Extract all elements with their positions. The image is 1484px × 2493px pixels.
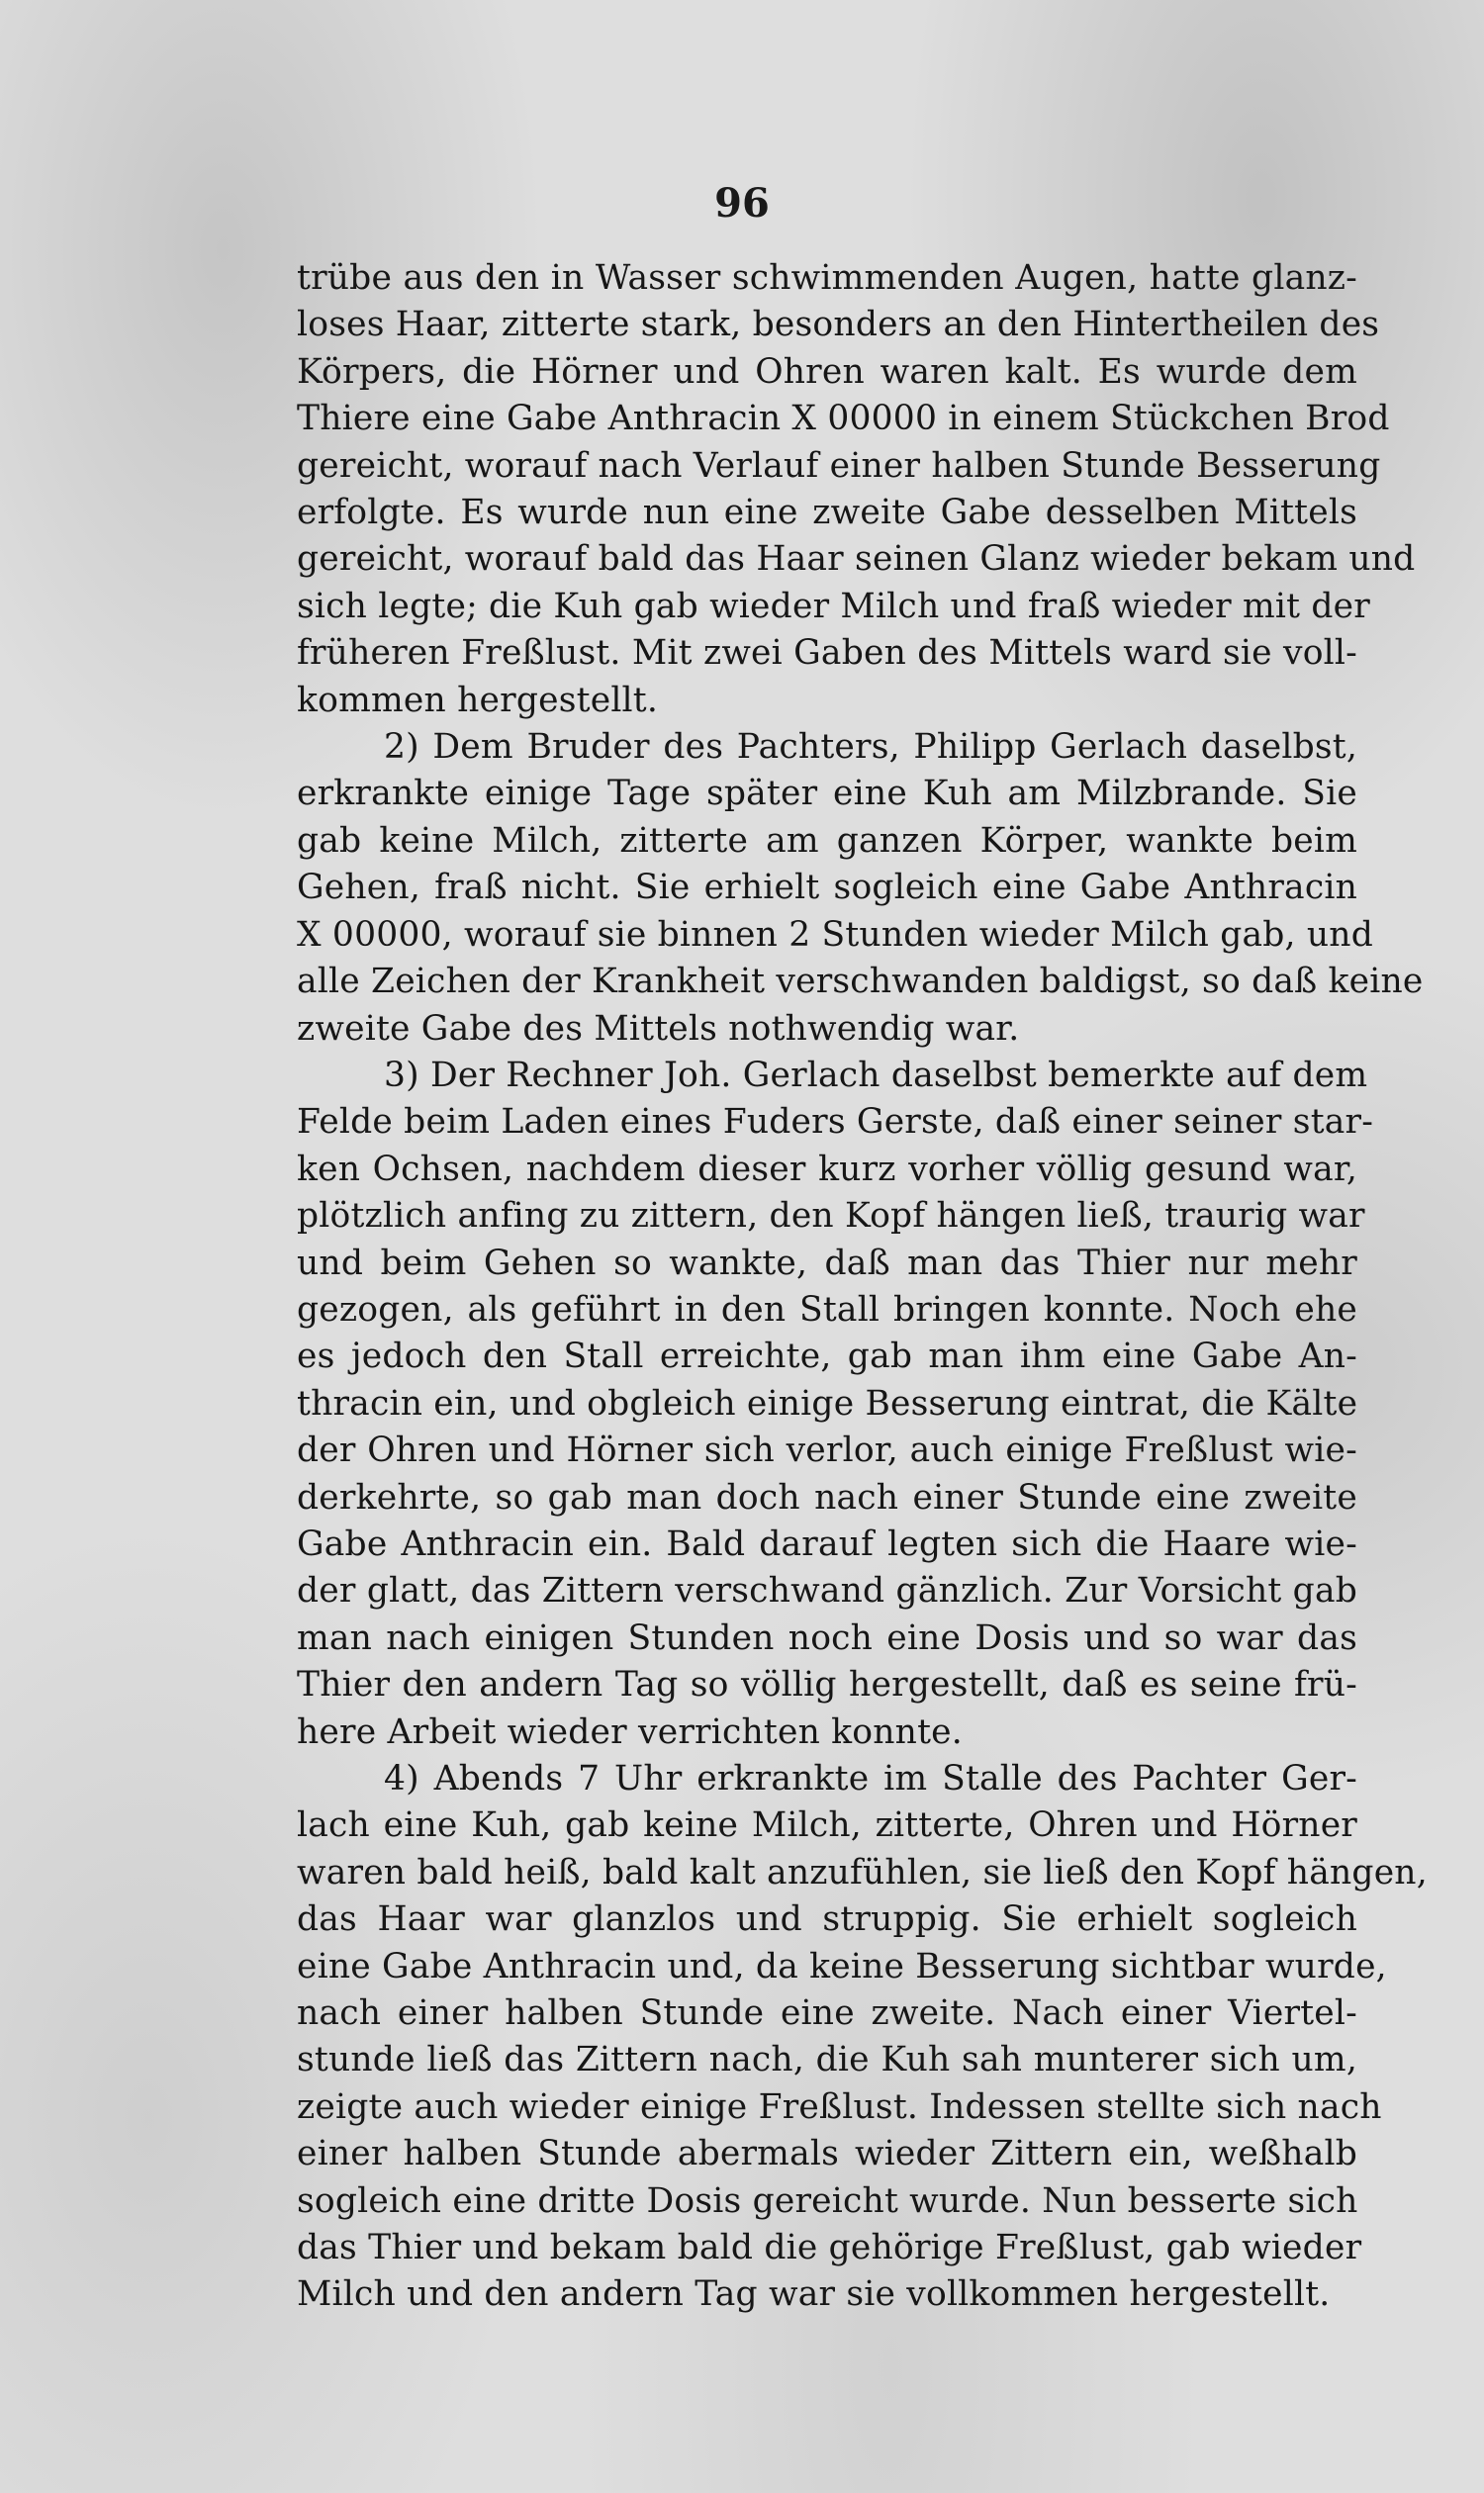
text-line: eine Gabe Anthracin und, da keine Besserung sichtbar wurde, xyxy=(297,1946,1387,1986)
text-line: Gehen, fraß nicht. Sie erhielt sogleich eine Gabe Anthracin xyxy=(297,868,1357,908)
paragraph xyxy=(297,724,1424,1053)
text-line: nach einer halben Stunde eine zweite. Nach einer Viertel- xyxy=(297,1993,1357,2034)
text-line: erkrankte einige Tage später eine Kuh am Milzbrande. Sie xyxy=(297,774,1357,814)
text-line: das Thier und bekam bald die gehörige Freßlust, gab wieder xyxy=(297,2228,1362,2268)
paragraph xyxy=(297,1053,1374,1756)
paragraph xyxy=(297,1756,1428,2319)
text-line: gereicht, worauf nach Verlauf einer halben Stunde Besserung xyxy=(297,445,1381,486)
text-line: thracin ein, und obgleich einige Besserung eintrat, die Kälte xyxy=(297,1383,1358,1424)
text-line: Felde beim Laden eines Fuders Gerste, daß einer seiner star- xyxy=(297,1102,1374,1143)
text-line: 4) Abends 7 Uhr erkrankte im Stalle des Pachter Ger- xyxy=(384,1759,1357,1799)
text-line: zeigte auch wieder einige Freßlust. Indessen stellte sich nach xyxy=(297,2086,1382,2127)
text-line: man nach einigen Stunden noch eine Dosis und so war das xyxy=(297,1617,1357,1658)
text-line: 3) Der Rechner Joh. Gerlach daselbst bemerkte auf dem xyxy=(384,1055,1368,1095)
text-line: gab keine Milch, zitterte am ganzen Körper, wankte beim xyxy=(297,820,1357,861)
body-text xyxy=(297,255,1428,2319)
text-line: und beim Gehen so wankte, daß man das Thier nur mehr xyxy=(297,1243,1357,1283)
text-line: ken Ochsen, nachdem dieser kurz vorher völlig gesund war, xyxy=(297,1149,1357,1189)
text-line: der Ohren und Hörner sich verlor, auch einige Freßlust wie- xyxy=(297,1431,1357,1471)
text-line: der glatt, das Zittern verschwand gänzlich. Zur Vorsicht gab xyxy=(297,1571,1357,1612)
text-line: früheren Freßlust. Mit zwei Gaben des Mittels ward sie voll- xyxy=(297,633,1357,674)
text-line: gezogen, als geführt in den Stall bringen konnte. Noch ehe xyxy=(297,1289,1357,1330)
text-line: einer halben Stunde abermals wieder Zittern ein, weßhalb xyxy=(297,2134,1357,2174)
text-line: kommen hergestellt. xyxy=(297,680,659,720)
text-line: X 00000, worauf sie binnen 2 Stunden wieder Milch gab, und xyxy=(297,914,1373,955)
text-line: 2) Dem Bruder des Pachters, Philipp Gerlach daselbst, xyxy=(384,727,1357,768)
text-line: Thier den andern Tag so völlig hergestellt, daß es seine frü- xyxy=(297,1665,1357,1706)
text-line: sogleich eine dritte Dosis gereicht wurde. Nun besserte sich xyxy=(297,2180,1358,2221)
text-line: sich legte; die Kuh gab wieder Milch und fraß wieder mit der xyxy=(297,586,1370,626)
text-line: loses Haar, zitterte stark, besonders an den Hintertheilen des xyxy=(297,305,1380,345)
text-line: plötzlich anfing zu zittern, den Kopf hängen ließ, traurig war xyxy=(297,1196,1365,1237)
text-line: stunde ließ das Zittern nach, die Kuh sah munterer sich um, xyxy=(297,2040,1357,2080)
text-line: Thiere eine Gabe Anthracin X 00000 in einem Stückchen Brod xyxy=(297,399,1390,439)
text-line: derkehrte, so gab man doch nach einer Stunde eine zweite xyxy=(297,1477,1357,1518)
text-line: Milch und den andern Tag war sie vollkommen hergestellt. xyxy=(297,2274,1331,2315)
text-line: alle Zeichen der Krankheit verschwanden baldigst, so daß keine xyxy=(297,962,1424,1002)
paragraph xyxy=(297,255,1416,724)
page-number: 96 xyxy=(714,180,770,227)
text-line: trübe aus den in Wasser schwimmenden Augen, hatte glanz- xyxy=(297,258,1357,298)
text-line: zweite Gabe des Mittels nothwendig war. xyxy=(297,1008,1020,1049)
text-line: Körpers, die Hörner und Ohren waren kalt. Es wurde dem xyxy=(297,351,1357,392)
text-line: waren bald heiß, bald kalt anzufühlen, sie ließ den Kopf hängen, xyxy=(297,1852,1428,1893)
text-line: Gabe Anthracin ein. Bald darauf legten sich die Haare wie- xyxy=(297,1524,1357,1564)
text-line: erfolgte. Es wurde nun eine zweite Gabe desselben Mittels xyxy=(297,493,1357,533)
text-line: das Haar war glanzlos und struppig. Sie erhielt sogleich xyxy=(297,1899,1357,1940)
text-line: gereicht, worauf bald das Haar seinen Glanz wieder bekam und xyxy=(297,539,1416,580)
text-line: lach eine Kuh, gab keine Milch, zitterte, Ohren und Hörner xyxy=(297,1805,1357,1846)
text-line: es jedoch den Stall erreichte, gab man ihm eine Gabe An- xyxy=(297,1337,1357,1377)
text-line: here Arbeit wieder verrichten konnte. xyxy=(297,1711,963,1752)
